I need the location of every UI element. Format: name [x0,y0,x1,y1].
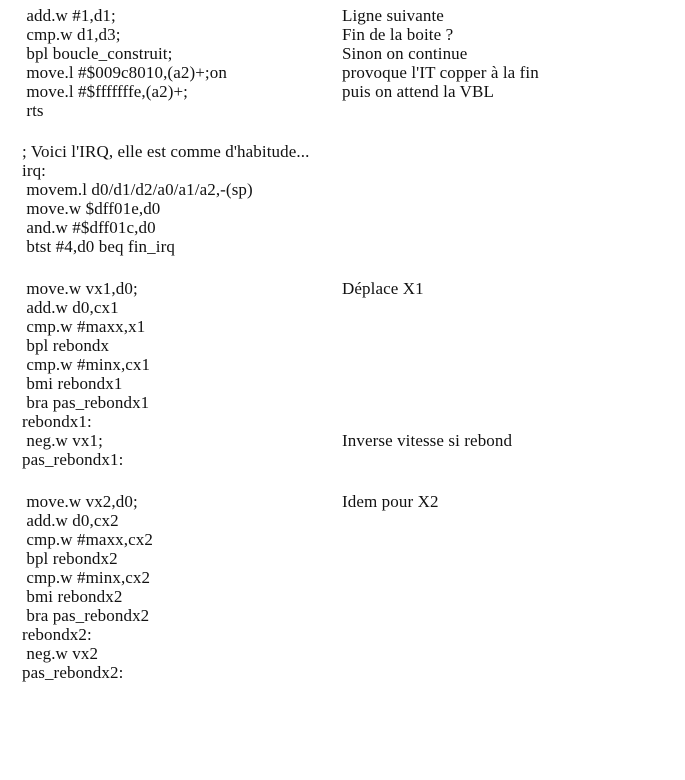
code-text: bra pas_rebondx1 [22,393,150,412]
listing-line [22,492,439,512]
code-text: ; Voici l'IRQ, elle est comme d'habitude... [22,142,310,161]
listing-line [22,336,109,356]
comment-text: provoque l'IT copper à la fin [342,63,539,82]
listing-line [22,450,123,470]
listing-line [22,161,46,181]
code-text: rebondx2: [22,625,92,644]
code-text: move.w vx2,d0; [22,492,138,511]
listing-line [22,82,494,102]
code-text: bpl rebondx2 [22,549,118,568]
code-text: rts [22,101,44,120]
listing-line [22,374,122,394]
comment-text: Déplace X1 [342,279,424,298]
listing-line [22,101,44,121]
listing-line [22,412,92,432]
code-text: add.w #1,d1; [22,6,116,25]
comment-text: Idem pour X2 [342,492,439,511]
code-text: movem.l d0/d1/d2/a0/a1/a2,-(sp) [22,180,253,199]
listing-line [22,663,123,683]
listing-line [22,568,150,588]
comment-text: Ligne suivante [342,6,444,25]
code-text: cmp.w #minx,cx2 [22,568,151,587]
code-text: btst #4,d0 beq fin_irq [22,237,175,256]
code-text: pas_rebondx2: [22,663,124,682]
listing-line [22,606,149,626]
listing-line [22,644,98,664]
code-text: cmp.w d1,d3; [22,25,121,44]
code-text: add.w d0,cx1 [22,298,119,317]
code-text: irq: [22,161,47,180]
code-text: move.l #$009c8010,(a2)+;on [22,63,227,82]
listing-line [22,549,118,569]
listing-line [22,199,160,219]
code-text: bmi rebondx1 [22,374,123,393]
code-text: bra pas_rebondx2 [22,606,150,625]
code-text: cmp.w #maxx,x1 [22,317,146,336]
listing-line [22,530,153,550]
listing-line [22,511,119,531]
code-text: bmi rebondx2 [22,587,123,606]
listing-line [22,180,253,200]
code-text: and.w #$dff01c,d0 [22,218,156,237]
listing-line [22,317,145,337]
code-text: pas_rebondx1: [22,450,124,469]
code-text: cmp.w #minx,cx1 [22,355,151,374]
comment-text: Fin de la boite ? [342,25,454,44]
listing-line [22,431,513,451]
listing-line [22,44,468,64]
listing-line [22,298,119,318]
code-text: bpl rebondx [22,336,110,355]
code-text: cmp.w #maxx,cx2 [22,530,153,549]
code-text: move.w $dff01e,d0 [22,199,161,218]
listing-line [22,587,122,607]
listing-line [22,355,150,375]
listing-line [22,237,175,257]
comment-text: Sinon on continue [342,44,468,63]
code-text: move.l #$fffffffe,(a2)+; [22,82,189,101]
listing-line [22,625,92,645]
listing-line [22,279,424,299]
listing-line [22,393,149,413]
listing-line [22,63,539,83]
comment-text: Inverse vitesse si rebond [342,431,513,450]
code-text: neg.w vx2 [22,644,99,663]
code-text: bpl boucle_construit; [22,44,173,63]
code-text: add.w d0,cx2 [22,511,119,530]
listing-line [22,218,156,238]
listing-line [22,6,444,26]
code-text: rebondx1: [22,412,92,431]
listing-line [22,142,309,162]
code-text: neg.w vx1; [22,431,103,450]
listing-line [22,25,454,45]
code-text: move.w vx1,d0; [22,279,138,298]
comment-text: puis on attend la VBL [342,82,494,101]
